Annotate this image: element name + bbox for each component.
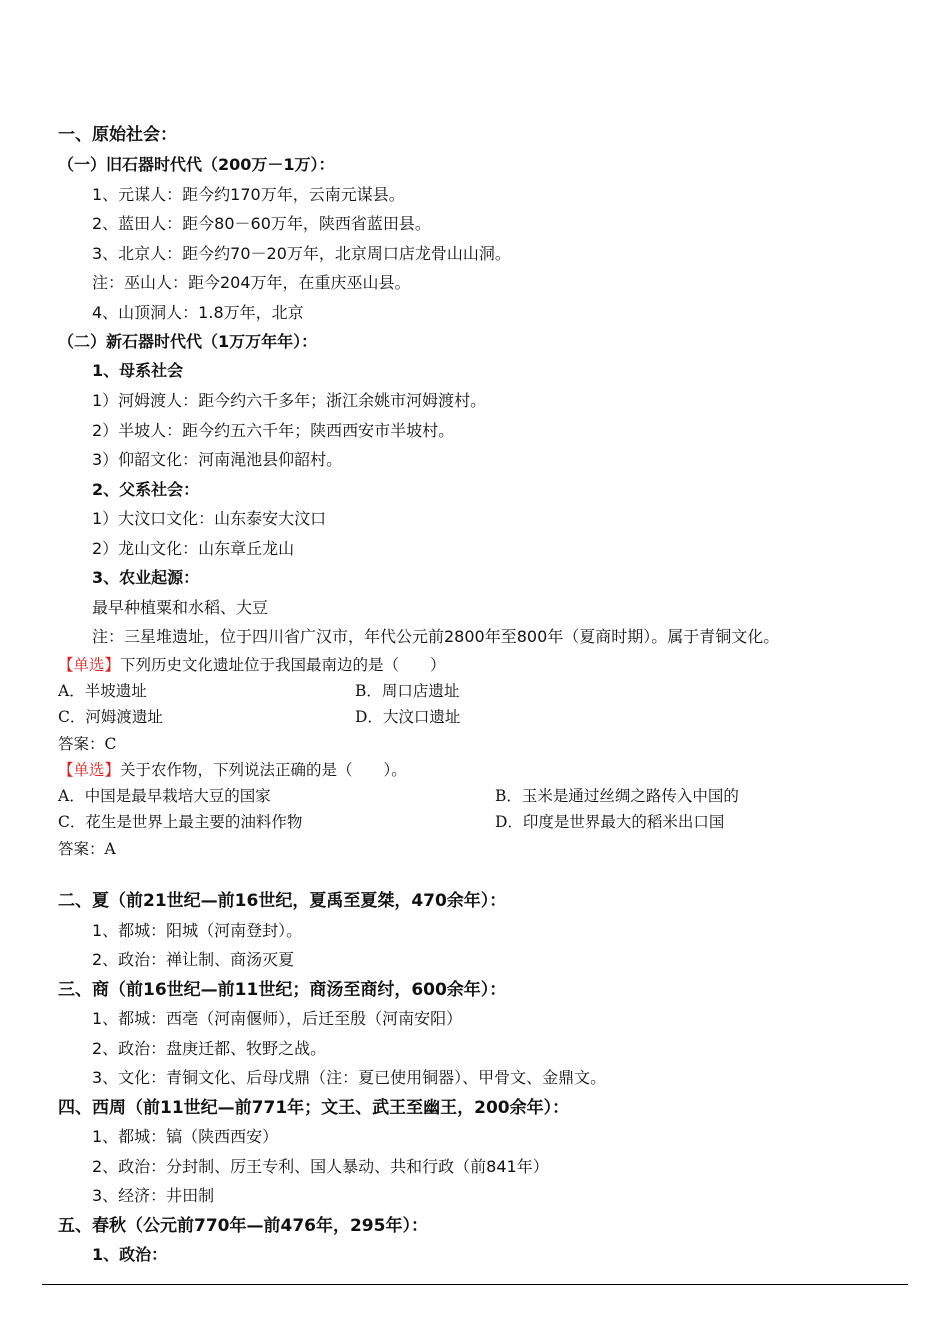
list-item: 1）大汶口文化：山东泰安大汶口 [92, 509, 327, 528]
list-item: 1、都城：西亳（河南偃师），后迁至殷（河南安阳） [92, 1009, 463, 1028]
option-d: D．印度是世界最大的稻米出口国 [495, 813, 725, 831]
option-a: A．中国是最早栽培大豆的国家 [58, 787, 271, 805]
section-1-sub-1: （一）旧石器时代代（200万－1万）： [58, 155, 335, 174]
answer: 答案：C [58, 735, 117, 753]
list-item: 2）龙山文化：山东章丘龙山 [92, 539, 295, 558]
question-2 [58, 760, 407, 780]
section-4-title: 四、西周（前11世纪—前771年；文王、武王至幽王，200余年）： [58, 1098, 570, 1118]
list-item: 4、山顶洞人：1.8万年，北京 [92, 303, 304, 322]
option-b: B．玉米是通过丝绸之路传入中国的 [495, 787, 739, 805]
list-item: 2、政治：盘庚迁都、牧野之战。 [92, 1039, 327, 1058]
question-stem: 下列历史文化遗址位于我国最南边的是（ ） [120, 656, 446, 674]
option-c: C．河姆渡遗址 [58, 708, 163, 726]
agriculture-title: 3、农业起源： [92, 568, 200, 587]
question-type-tag: 【单选】 [58, 656, 121, 674]
option-d: D．大汶口遗址 [355, 708, 461, 726]
section-5-title: 五、春秋（公元前770年—前476年，295年）： [58, 1216, 428, 1236]
list-item: 1）河姆渡人：距今约六千多年；浙江余姚市河姆渡村。 [92, 391, 487, 410]
option-a: A．半坡遗址 [58, 682, 147, 700]
list-item: 3、北京人：距今约70－20万年，北京周口店龙骨山山洞。 [92, 244, 511, 263]
list-item: 2、蓝田人：距今80－60万年，陕西省蓝田县。 [92, 214, 431, 233]
list-item: 1、都城：镐（陕西西安） [92, 1127, 279, 1146]
section-1-title: 一、原始社会： [58, 125, 177, 145]
option-b: B．周口店遗址 [355, 682, 460, 700]
section-1-sub-2: （二）新石器时代代（1万万年年）： [58, 332, 318, 351]
question-1 [58, 655, 446, 675]
list-item: 3、经济：井田制 [92, 1186, 215, 1205]
list-item: 1、都城：阳城（河南登封）。 [92, 921, 303, 940]
section-3-title: 三、商（前16世纪—前11世纪；商汤至商纣，600余年）： [58, 980, 507, 1000]
list-item: 2、政治：禅让制、商汤灭夏 [92, 950, 295, 969]
list-item: 2）半坡人：距今约五六千年；陕西西安市半坡村。 [92, 421, 455, 440]
list-item: 注：巫山人：距今204万年，在重庆巫山县。 [92, 273, 411, 292]
footer-divider [42, 1284, 908, 1285]
list-item: 3）仰韶文化：河南渑池县仰韶村。 [92, 450, 343, 469]
list-item: 2、政治：分封制、厉王专利、国人暴动、共和行政（前841年） [92, 1157, 549, 1176]
question-type-tag: 【单选】 [58, 761, 121, 779]
matrilineal-title: 1、母系社会 [92, 361, 184, 380]
list-item: 1、政治： [92, 1245, 168, 1264]
answer: 答案：A [58, 840, 116, 858]
patrilineal-title: 2、父系社会： [92, 480, 200, 499]
agriculture-text: 最早种植粟和水稻、大豆 [92, 598, 269, 617]
section-2-title: 二、夏（前21世纪—前16世纪，夏禹至夏桀，470余年）： [58, 891, 507, 911]
option-c: C．花生是世界上最主要的油料作物 [58, 813, 303, 831]
list-item: 1、元谋人：距今约170万年，云南元谋县。 [92, 185, 405, 204]
question-stem: 关于农作物，下列说法正确的是（ ）。 [120, 761, 407, 779]
sanxingdui-note: 注：三星堆遗址，位于四川省广汉市，年代公元前2800年至800年（夏商时期）。属于青铜文化。 [92, 627, 780, 646]
list-item: 3、文化：青铜文化、后母戊鼎（注：夏已使用铜器）、甲骨文、金鼎文。 [92, 1068, 607, 1087]
